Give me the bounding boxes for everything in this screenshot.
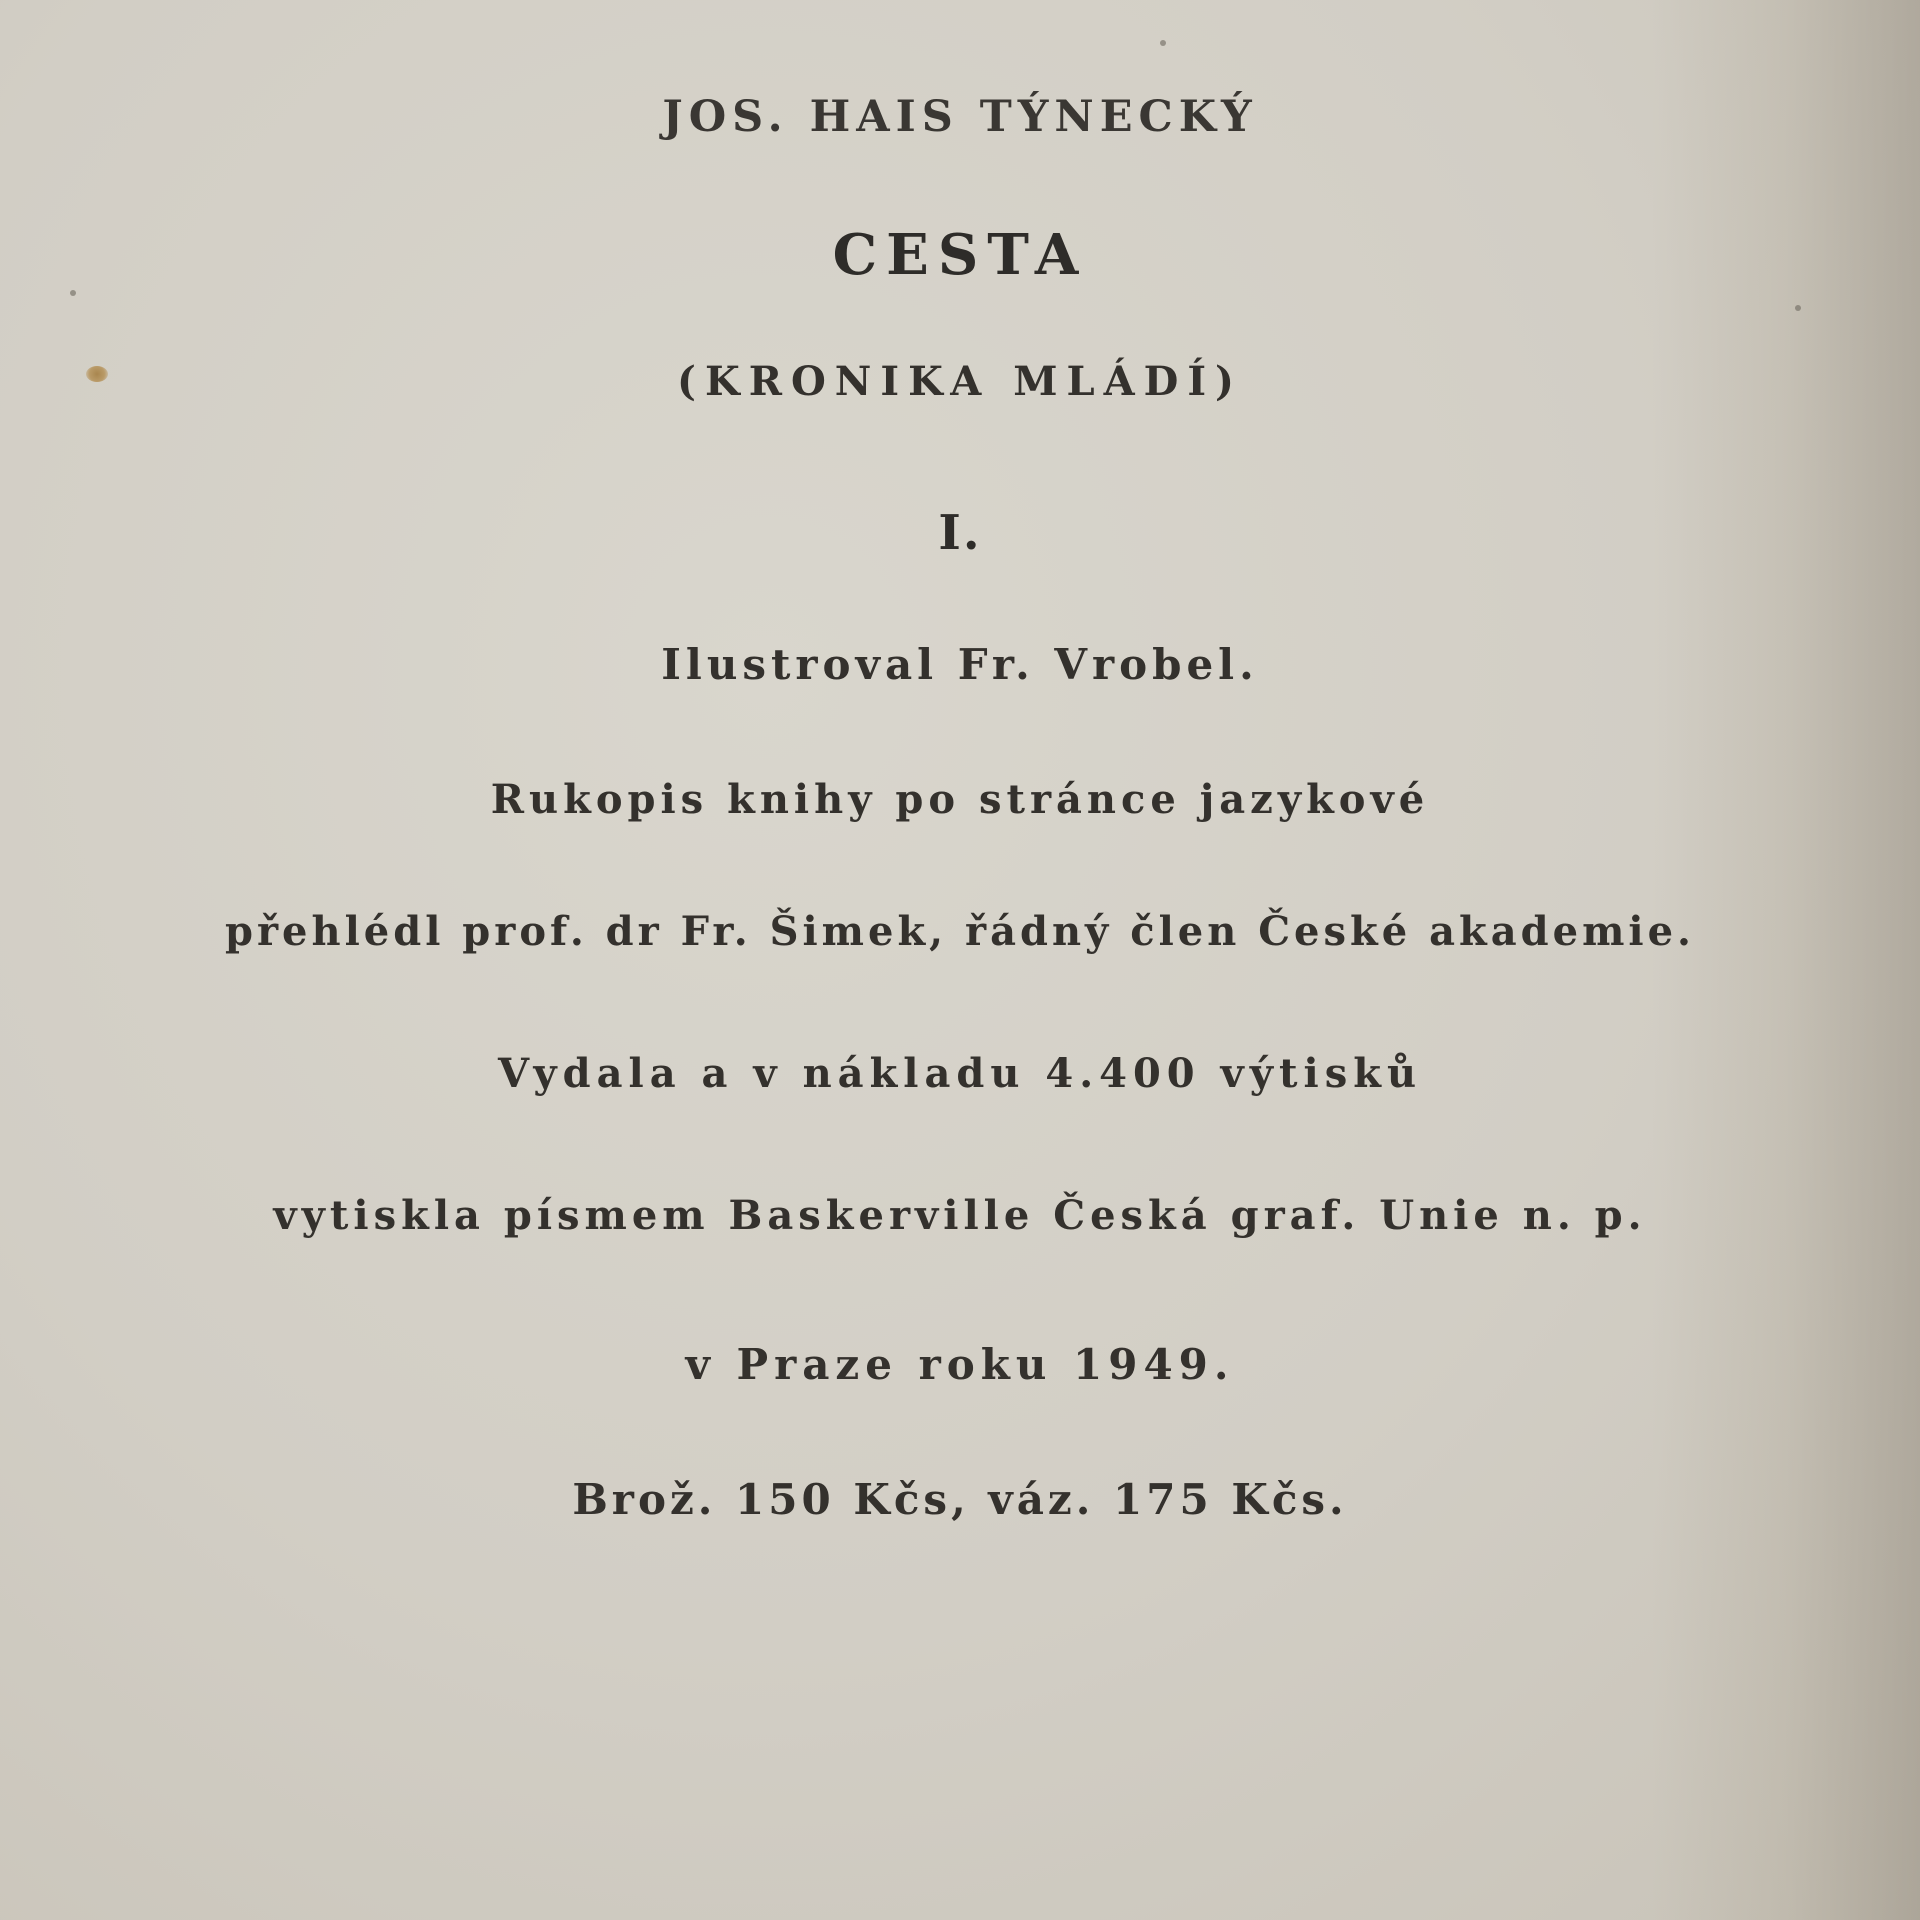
book-title: CESTA [832, 222, 1088, 288]
manuscript-review-line-2: přehlédl prof. dr Fr. Šimek, řádný člen České akademie. [225, 908, 1695, 955]
illustrator-credit: Ilustroval Fr. Vrobel. [661, 640, 1259, 689]
paper-speck [1160, 40, 1166, 46]
paper-speck [70, 290, 76, 296]
publication-line-1: Vydala a v nákladu 4.400 výtisků [497, 1050, 1423, 1097]
volume-number: I. [938, 505, 982, 561]
paper-speck [1795, 305, 1801, 311]
author-name: JOS. HAIS TÝNECKÝ [662, 92, 1258, 142]
price-line: Brož. 150 Kčs, váz. 175 Kčs. [572, 1475, 1348, 1524]
publication-line-2: vytiskla písmem Baskerville Česká graf. Unie n. p. [273, 1192, 1647, 1239]
book-subtitle: (KRONIKA MLÁDÍ) [677, 358, 1243, 405]
manuscript-review-line-1: Rukopis knihy po stránce jazykové [490, 776, 1430, 823]
publication-line-3: v Praze roku 1949. [685, 1340, 1235, 1389]
